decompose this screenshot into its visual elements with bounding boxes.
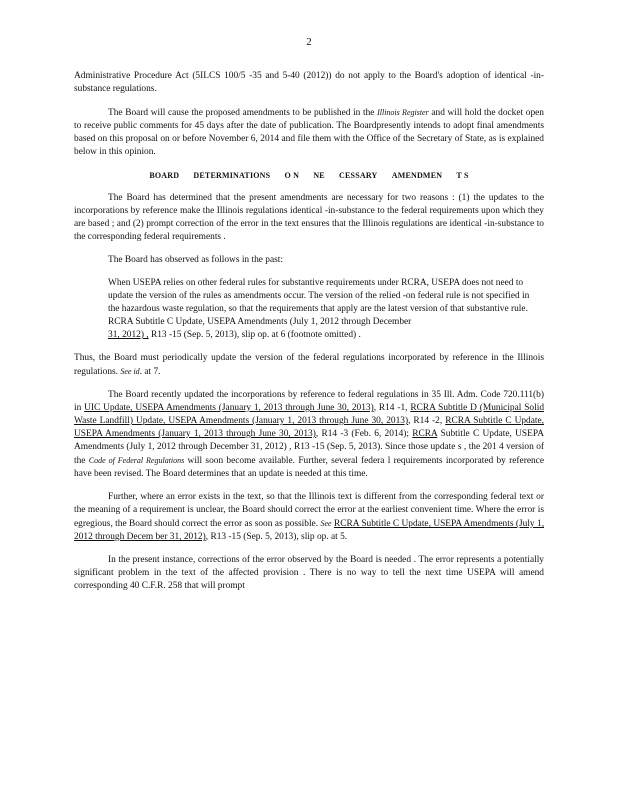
text-span: will soon become available. Further, several federa l requirements incorporated by reference have been revised. The Board determines that an update is needed at this time. bbox=[74, 456, 545, 479]
case-citation: UIC Update, USEPA Amendments (January 1, 2013 through June 30, 2013) bbox=[84, 403, 374, 413]
paragraph-error-correction bbox=[74, 491, 544, 544]
text-span: , R14 -2, bbox=[408, 416, 443, 426]
quote-citation-underlined: 31, 2012) , bbox=[108, 330, 149, 340]
text-span: , R14 -1, bbox=[373, 403, 408, 413]
heading-word: T S bbox=[456, 171, 469, 180]
paragraph-periodic-update bbox=[74, 352, 544, 379]
block-quote bbox=[108, 277, 534, 342]
heading-word: CESSARY bbox=[339, 171, 378, 180]
text-span: . at 7. bbox=[139, 367, 161, 377]
heading-word: NE bbox=[313, 171, 325, 180]
italic-register: Illinois Register bbox=[377, 108, 429, 117]
quote-citation: RCRA Subtitle C Update, USEPA Amendments (July 1, 2012 through December bbox=[108, 317, 412, 327]
text-span: , R14 -3 (Feb. 6, 2014); bbox=[315, 429, 409, 439]
text-span: Thus, the Board must periodically update the version of the federal regulations incorporated by reference in the Illinois regulations. bbox=[74, 353, 544, 377]
paragraph-publication bbox=[74, 106, 544, 159]
text-span: The Board will cause the proposed amendments to be published in the bbox=[108, 108, 375, 118]
italic-cfr: Code of Federal Regulations bbox=[88, 456, 185, 465]
paragraph-necessity: The Board has determined that the present amendments are necessary for two reasons : (1) the updates to the incorporations by reference make the Illinois regulations identical -in-substance to the federal requirements upon which they are based ; and (2) prompt correction of the error in the text ensures that the Illinois regulations are identical -in-substance to the corresponding federal requirements . bbox=[74, 193, 544, 242]
text-span: , R13 -15 (Sep. 5, 2013), slip op. at 5. bbox=[205, 532, 348, 542]
case-citation: RCRA Subtitle D (Municipal Solid Waste Landfill) Update, USEPA Amendments (January 1, 2013 through June 30, 2013) bbox=[74, 403, 545, 426]
paragraph-present-instance: In the present instance, corrections of the error observed by the Board is needed . The error represents a potentially significant problem in the text of the affected provision . There is no way to tell the next time USEPA will amend corresponding 40 C.F.R. 258 that will prompt bbox=[74, 555, 544, 591]
heading-word: DETERMINATIONS bbox=[193, 171, 271, 180]
paragraph-recent-updates bbox=[74, 389, 544, 481]
heading-word: BOARD bbox=[149, 171, 180, 180]
case-citation: RCRA bbox=[412, 429, 438, 439]
document-body bbox=[74, 70, 544, 603]
case-citation: RCRA Subtitle C Update, USEPA Amendments (January 1, 2013 through June 30, 2013) bbox=[74, 416, 545, 439]
italic-see-id: See id bbox=[120, 367, 140, 376]
heading-word: AMENDMEN bbox=[391, 171, 443, 180]
text-span: and will hold the docket open to receive public comments for 45 days after the date of publication. The Boardpresently intends to adopt final amendments based on this proposal on or before November 6, 2014 and file them with the Office of the Secretary of State, as is explained below in this opinion. bbox=[74, 108, 544, 157]
case-citation: RCRA Subtitle C Update, USEPA Amendments (July 1, 2012 through Decem ber 31, 2012) bbox=[74, 519, 545, 542]
italic-see: See bbox=[320, 519, 332, 528]
text-span: The Board recently updated the incorporations by reference to federal regulations in 35 Ill. Adm. Code 720.111(b) in bbox=[74, 390, 544, 413]
paragraph-observed: The Board has observed as follows in the past: bbox=[108, 255, 283, 265]
text-span: Further, where an error exists in the text, so that the Illinois text is different from the corresponding federal text or the meaning of a requirement is unclear, the Board should correct the error at the earliest convenient time. Where the error is egregious, the Board should correct the error as soon as possible. bbox=[74, 492, 544, 529]
quote-text: When USEPA relies on other federal rules for substantive requirements under RCRA, USEPA does not need to update the version of the rules as amendments occur. The version of the relied -on federal rule is not specified in the hazardous waste regulation, so that the requirements that apply are the latest version of that substantive rule. bbox=[108, 278, 530, 314]
paragraph-apa: Administrative Procedure Act (5ILCS 100/5 -35 and 5-40 (2012)) do not apply to the Board's adoption of identical -in-substance regulations. bbox=[74, 71, 544, 94]
text-span: Subtitle C Update, USEPA Amendments (July 1, 2012 through December 31, 2012) , R13 -15 (Sep. 5, 2013). Since those update s , the 201 4 version of the bbox=[74, 429, 544, 466]
section-heading bbox=[74, 169, 544, 182]
quote-citation-end: R13 -15 (Sep. 5, 2013), slip op. at 6 (footnote omitted) . bbox=[150, 330, 361, 340]
page-number: 2 bbox=[306, 36, 312, 48]
heading-word: O N bbox=[284, 171, 300, 180]
